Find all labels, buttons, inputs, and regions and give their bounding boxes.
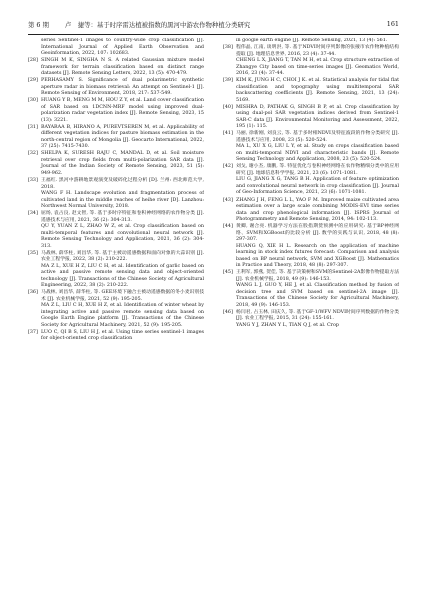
header-authors-title: 卢 捷等：基于时序雷达植被指数的黑河中游农作物种植分类研究 bbox=[64, 21, 251, 29]
reference-entry bbox=[28, 178, 204, 211]
reference-number: [36] bbox=[28, 290, 38, 296]
reference-text: 程伟晶, 江南, 谈明洪, 等. 基于NDVI时间序列影像的张掖市农作物种植结构提取 [J]. 地理信息世界, 2016, 23 (4): 37-44. bbox=[236, 45, 399, 57]
reference-body bbox=[236, 105, 399, 131]
reference-number: [46] bbox=[223, 309, 233, 315]
references-right-column bbox=[223, 38, 399, 586]
running-header bbox=[28, 16, 399, 35]
reference-text: in google earth engine [J]. Remote Sensing, 2021, 13 (4): 561. bbox=[236, 38, 388, 43]
reference-entry bbox=[223, 45, 399, 78]
reference-text: 杨闫君, 占玉林, 田庆久, 等. 基于GF-1/WFV NDVI时间序列数据的作物分类 [J]. 农业工程学报, 2015, 31 (24): 155-161. bbox=[236, 309, 399, 322]
reference-english-translation: CHENG L X, JIANG T, TAN M H, et al. Crop structure extraction of Zhangye City based on time-series images [J]. Geomatics World, 2016, 23 (4): 37-44. bbox=[236, 58, 399, 77]
reference-body bbox=[41, 151, 204, 177]
reference-entry bbox=[28, 78, 204, 98]
references-left-column bbox=[28, 38, 204, 586]
reference-english-translation: WANG L J, GUO Y, HE J, et al. Classification method by fusion of decision tree and SVM based on sentinel-2A image [J]. Transactions of the Chinese Society for Agricultural Machinery, 2018, 49 (9): 146-153. bbox=[236, 283, 399, 308]
reference-text: LUO C, QI B S, LIU H J, et al. Using time series sentinel-1 images for object-oriented crop classification bbox=[41, 329, 204, 342]
reference-entry bbox=[28, 58, 204, 78]
reference-text: 王福红. 黑河中游耕地景观演变及破碎化过程分析 [D]. 兰州: 西北师范大学, 2018. bbox=[41, 178, 204, 190]
reference-text: SINGH M K, SINGHA N S. A related Gaussian mixture model framework for terrain classification based on distinct range datasets [J]. Remote Sensing Letters, 2022, 13 (5): 470-479. bbox=[41, 58, 204, 77]
reference-number: [38] bbox=[223, 45, 233, 51]
reference-number: [45] bbox=[223, 270, 233, 276]
reference-number: [39] bbox=[223, 78, 233, 84]
reference-body bbox=[41, 58, 204, 78]
reference-entry bbox=[223, 131, 399, 164]
header-left bbox=[28, 20, 250, 29]
reference-text: SHELPA K, SURESH RAJU C, MANDAL D, et al. Soil moisture retrieval over crop fields from multi-polarization SAR data [J]. Journal of the Indian Society of Remote Sensing, 2023, 51 (5): 949-962. bbox=[41, 151, 204, 176]
page-number: 161 bbox=[386, 20, 399, 28]
reference-entry bbox=[223, 105, 399, 131]
reference-entry bbox=[28, 251, 204, 290]
reference-text: MISHRA D, PATHAK G, SINGH B P, et al. Crop classification by using dual-pol SAR vegetation indices derived from Sentinel-1 SAR-C data [J]. Environmental Monitoring and Assessment, 2022, 195 (1): 115. bbox=[236, 104, 399, 130]
reference-body bbox=[236, 131, 399, 164]
reference-number: [35] bbox=[28, 250, 38, 256]
reference-body bbox=[41, 211, 204, 250]
reference-english-translation: MA Z L, LIU C H, XUE H Z, et al. Identification of winter wheat by integrating active and passive remote sensing data based on Google Earth Engine platform [J]. Transactions of the Chinese Society for Agricultural Machinery, 2021, 52 (9): 195-205. bbox=[41, 303, 204, 328]
reference-body bbox=[41, 38, 204, 58]
reference-entry bbox=[223, 198, 399, 224]
reference-body bbox=[41, 290, 204, 329]
reference-english-translation: LIU G, JIANG X G, TANG B H. Application of feature optimization and convolutional neural network in crop classification [J]. Journal of Geo-Information Science, 2021, 23 (6): 1071-1081. bbox=[236, 177, 399, 196]
reference-body bbox=[236, 45, 399, 78]
reference-entry bbox=[223, 270, 399, 309]
reference-entry bbox=[223, 310, 399, 330]
reference-body bbox=[236, 310, 399, 330]
reference-text: BAYARAA B, HIRANO A, PUREVTSEREN M, et al. Applicability of different vegetation indices for pasture biomass estimation in the north-central region of Mongolia [J]. Geocarto International, 2022, 37 (25): 7415-7430. bbox=[41, 124, 204, 150]
reference-body bbox=[41, 330, 204, 343]
reference-entry bbox=[28, 330, 204, 343]
reference-entry bbox=[28, 211, 204, 250]
reference-english-translation: HUANG Q, XIE H L. Research on the application of machine learning in stock index futures forecast: Comparison and analysis based on BP neural network, SVM and XGBoost [J]. Mathematics in Practice and Theory, 2018, 48 (8): 297-307. bbox=[236, 243, 399, 269]
reference-body bbox=[41, 78, 204, 98]
reference-text: HUANG Y B, MENG M M, HOU Z Y, et al. Land cover classification of SAR based on 1DCNN-MRF model using improved dual-polarization radar vegetation index [J]. Remote Sensing, 2023, 15 (13): 3221. bbox=[41, 98, 204, 123]
reference-english-translation: MA L, XU X G, LIU L Y, et al. Study on crops classification based on multi-temporal NDVI and characteristic bands [J]. Remote Sensing Technology and Application, 2008, 23 (5): 520-524. bbox=[236, 144, 399, 163]
reference-english-translation: MA Z L, XUE H Z, LIU C H, et al. Identification of garlic based on active and passive remote sensing data and object-oriented technology [J]. Transactions of the Chinese Society of Agricultural Engineering, 2022, 38 (2): 210-222. bbox=[41, 263, 204, 289]
reference-number: [44] bbox=[223, 224, 233, 230]
reference-entry bbox=[28, 38, 204, 58]
reference-body bbox=[236, 224, 399, 270]
reference-body bbox=[41, 98, 204, 124]
reference-entry bbox=[28, 98, 204, 124]
reference-text: 黄卿, 谢合亮. 机器学习方法在股指期货预测中的应用研究: 基于BP神经网络、SVM和XGBoost的比较分析 [J]. 数学的实践与认识, 2018, 48 (8): 297-307. bbox=[236, 224, 399, 243]
reference-number: [42] bbox=[223, 164, 233, 170]
issue-label: 第 6 期 bbox=[28, 21, 49, 29]
reference-number: [31] bbox=[28, 124, 38, 130]
reference-number: [37] bbox=[28, 329, 38, 335]
reference-number: [32] bbox=[28, 151, 38, 157]
reference-entry bbox=[28, 125, 204, 151]
reference-body bbox=[236, 270, 399, 309]
reference-number: [33] bbox=[28, 178, 38, 184]
reference-body bbox=[236, 38, 399, 45]
references-columns bbox=[28, 38, 399, 586]
reference-english-translation: WANG F H. Landscape evolution and fragmentation process of cultivated land in the middle reaches of heihe river [D]. Lanzhou: Northwest Normal University, 2018. bbox=[41, 191, 204, 210]
reference-entry bbox=[28, 290, 204, 329]
reference-number: [30] bbox=[28, 98, 38, 104]
reference-number: [43] bbox=[223, 197, 233, 203]
reference-text: 屈炀, 袁占良, 赵文智, 等. 基于多时序特征和卷积神经网络的农作物分类 [J]. 遥感技术与应用, 2021, 36 (2): 304-313. bbox=[41, 211, 204, 223]
reference-text: PERHASAMY S. Significance of dual polarimetric synthetic aperture radar in biomass retrieval: An attempt on Sentinel-1 [J]. Remote Sensing of Environment, 2018, 217: 537-549. bbox=[41, 78, 204, 97]
reference-number: [29] bbox=[28, 78, 38, 84]
reference-number: [28] bbox=[28, 58, 38, 64]
reference-entry bbox=[223, 164, 399, 197]
reference-body bbox=[41, 251, 204, 290]
reference-body bbox=[236, 198, 399, 224]
reference-text: 马战林, 刘昌华, 薛华柱, 等. GEE环境下融合主被动遥感数据的冬小麦识别技术 [J]. 农业机械学报, 2021, 52 (9): 195-205. bbox=[41, 290, 204, 302]
reference-entry bbox=[223, 78, 399, 104]
reference-text: series Sentinel-1 images to country-wide crop classification [J]. International Journal of Applied Earth Observation and Geoinformation, 2022, 107: 102683. bbox=[41, 38, 204, 56]
reference-number: [40] bbox=[223, 104, 233, 110]
reference-body bbox=[236, 78, 399, 104]
reference-body bbox=[236, 164, 399, 197]
reference-number: [41] bbox=[223, 131, 233, 137]
reference-text: 马丽, 徐新刚, 刘良云, 等. 基于多时相NDVI及特征波段的作物分类研究 [J]. 遥感技术与应用, 2008, 23 (5): 520-524. bbox=[236, 131, 399, 143]
reference-body bbox=[41, 125, 204, 151]
reference-text: 刘戈, 谢小杰, 康鹏, 等. 特征优化与卷积神经网络在农作物精细分类中的应用研究 [J]. 地球信息科学学报, 2021, 23 (6): 1071-1081. bbox=[236, 164, 399, 176]
reference-text: KIM K, JUNG H C, CHOI J K. et al. Statistical analysis for tidal flat classification and topography using multitemporal SAR backscattering coefficients [J]. Remote Sensing, 2021, 13 (24): 5169. bbox=[236, 78, 399, 103]
reference-entry bbox=[223, 224, 399, 270]
reference-english-translation: QU Y, YUAN Z L, ZHAO W Z, et al. Crop classification based on multi-temporal features and convolutional neural network [J]. Remote Sensing Technology and Application, 2021, 36 (2): 304-313. bbox=[41, 224, 204, 249]
reference-text: 马战林, 薛华柱, 刘昌华, 等. 基于主被动遥感数据和面向对象的大蒜识别 [J]. 农业工程学报, 2022, 38 (2): 210-222. bbox=[41, 250, 204, 263]
reference-body bbox=[41, 178, 204, 211]
reference-english-translation: YANG Y J, ZHAN Y L, TIAN Q J, et al. Crop bbox=[236, 322, 339, 328]
reference-number: [34] bbox=[28, 211, 38, 217]
reference-entry bbox=[28, 151, 204, 177]
reference-text: 王利军, 郭燕, 贺佳, 等. 基于决策树和SVM的Sentinel-2A影像作物提取方法 [J]. 农业机械学报, 2018, 49 (9): 146-153. bbox=[236, 270, 399, 282]
reference-entry bbox=[223, 38, 399, 45]
reference-text: ZHANG J H, FENG L L, YAO F M. Improved maize cultivated area estimation over a large scale combining MODIS-EVI time series data and crop phenological information [J]. ISPRS Journal of Photogrammetry and Remote Sensing, 2014, 94: 102-113. bbox=[236, 197, 399, 223]
